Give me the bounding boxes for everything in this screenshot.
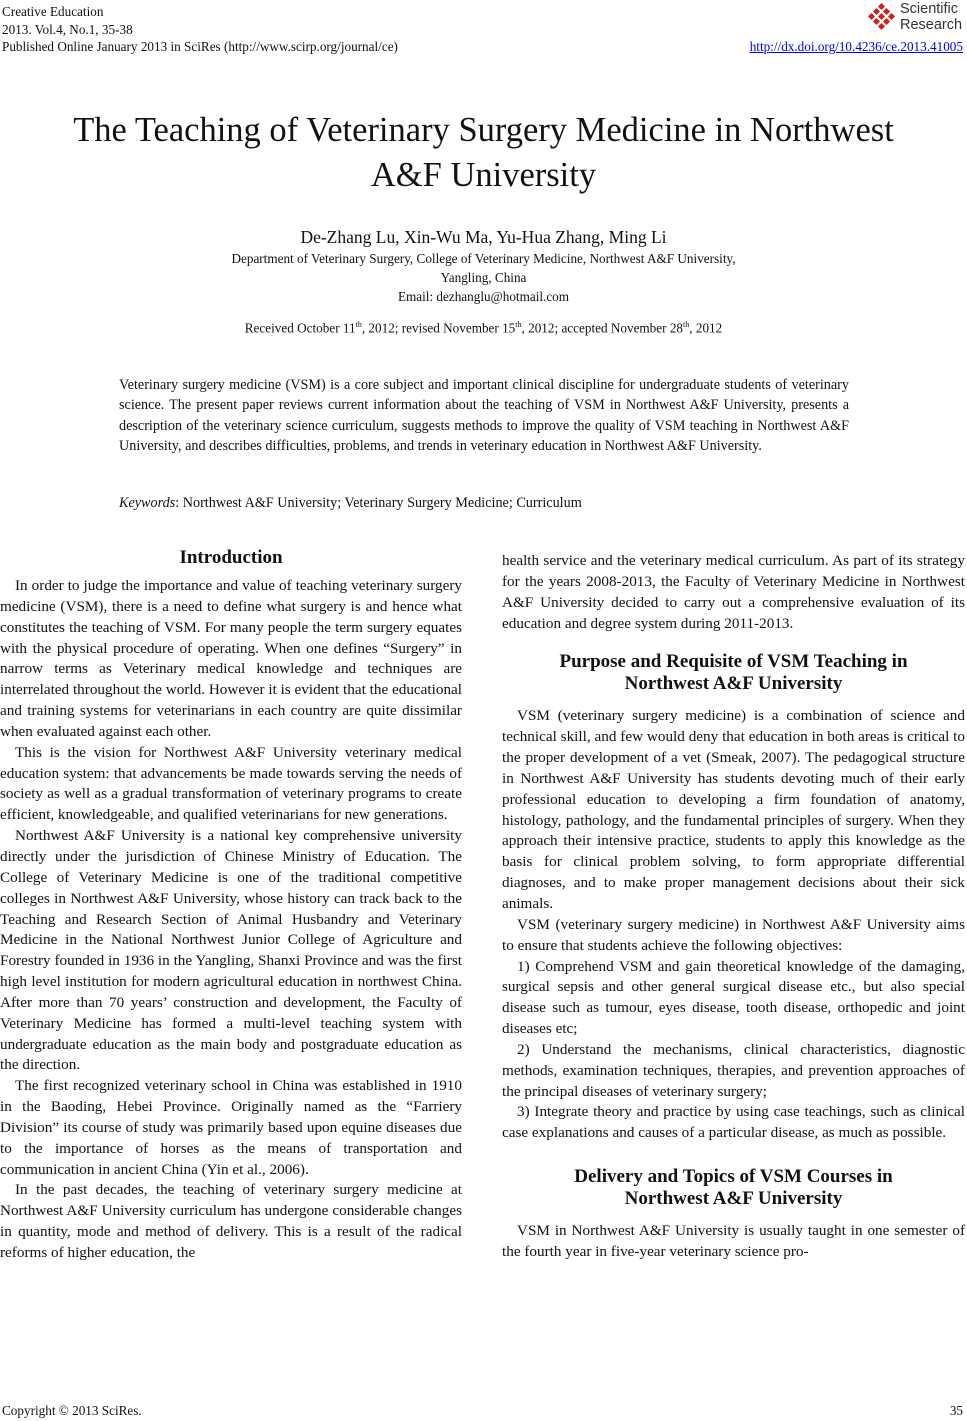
keywords (119, 495, 582, 512)
keywords-label: Keywords (119, 495, 176, 511)
journal-name: Creative Education (2, 4, 104, 19)
received-dates: Received October 11th, 2012; revised November 15th, 2012; accepted November 28th, 2012 (244, 320, 723, 336)
right-column (502, 551, 965, 1263)
logo-line-1: Scientific (900, 1, 959, 17)
logo-line-2: Research (900, 17, 963, 33)
title-line-2: A&F University (370, 156, 597, 194)
publication-info: Published Online January 2013 in SciRes (http://www.scirp.org/journal/ce) (2, 39, 398, 54)
page-number: 35 (949, 1403, 963, 1418)
section-heading-delivery: Delivery and Topics of VSM Courses in Northwest A&F University (574, 1166, 893, 1210)
paragraph: The first recognized veterinary school in China was established in 1910 in the Baoding, Hebei Province. Originally named as the “Farriery Division” its course of study was primarily based upon equine diseases due to the importance of horses as the means of transportation and communication in ancient China (Yin et al., 2006). (0, 1077, 462, 1178)
paragraph: This is the vision for Northwest A&F University veterinary medical education system: that advancements be made towards serving the needs of society as well as a gradual transformation of veterinary programs to create efficient, knowledgeable, and qualified veterinarians for new generations. (0, 743, 462, 824)
logo-text (900, 1, 962, 33)
affiliation (0, 249, 967, 306)
objective-1: 1) Comprehend VSM and gain theoretical knowledge of the damaging, surgical sepsis and other general surgical disease etc., but also special disease such as tumour, eyes disease, tooth disease, orthopedic and joint diseases etc; (502, 957, 965, 1038)
journal-header (2, 3, 398, 56)
objective-3: 3) Integrate theory and practice by using case teachings, such as clinical case explanations and causes of a particular disease, as much as possible. (502, 1103, 965, 1142)
paragraph: In the past decades, the teaching of veterinary surgery medicine at Northwest A&F University curriculum has undergone considerable changes in quantity, mode and method of delivery. This is a result of the radical reforms of higher education, the (0, 1181, 462, 1261)
author-email: Email: dezhanglu@hotmail.com (397, 289, 570, 304)
paragraph: Northwest A&F University is a national key comprehensive university directly under the jurisdiction of Chinese Ministry of Education. The College of Veterinary Medicine is one of the traditional competitive colleges in Northwest A&F University, whose history can track back to the Teaching and Research Section of Animal Husbandry and Veterinary Medicine in the National Northwest Junior College of Agriculture and Forestry founded in 1936 in the Yangling, Shanxi Province and was the first high level institution for modern agricultural education in northwest China. After more than 70 years’ construction and development, the Faculty of Veterinary Medicine has formed a multi-level teaching system with undergraduate education as the main body and postgraduate education as the direction. (0, 827, 462, 1074)
copyright: Copyright © 2013 SciRes. (2, 1403, 142, 1418)
section-heading-introduction: Introduction (179, 547, 283, 568)
publisher-logo (867, 0, 963, 40)
paragraph-continuation: health service and the veterinary medical curriculum. As part of its strategy for the years 2008-2013, the Faculty of Veterinary Medicine in Northwest A&F University decided to carry out a comprehensive evaluation of its education and degree system during 2011-2013. (502, 552, 965, 632)
paragraph: VSM (veterinary surgery medicine) in Northwest A&F University aims to ensure that students achieve the following objectives: (502, 915, 965, 954)
journal-volume: 2013. Vol.4, No.1, 35-38 (2, 21, 133, 37)
section-heading-purpose: Purpose and Requisite of VSM Teaching in Northwest A&F University (559, 651, 908, 695)
affiliation-line-1: Department of Veterinary Surgery, College of Veterinary Medicine, Northwest A&F University, (231, 251, 736, 266)
left-column (0, 576, 462, 1264)
paragraph: VSM (veterinary surgery medicine) is a combination of science and technical skill, and few would deny that education in both areas is critical to the proper development of a vet (Smeak, 2007). The pedagogical structure in Northwest A&F University has students devoting much of their early professional education to developing a firm foundation of anatomy, histology, pathology, and the fundamental principles of surgery. When they approach their intensive practice, students to apply this knowledge as the basis for clinical problem solving, to form appropriate differential diagnoses, and to make proper management decisions about their sick animals. (502, 707, 965, 912)
paragraph: In order to judge the importance and value of teaching veterinary surgery medicine (VSM), there is a need to define what surgery is and hence what constitutes the teaching of VSM. For many people the term surgery equates with the physical procedure of operating. When one defines “Surgery” in narrow terms as Veterinary medical knowledge and techniques are interrelated throughout the world. However it is evident that the educational and training systems for veterinarians in each country are quite dissimilar when evaluated against each other. (0, 577, 462, 740)
abstract: Veterinary surgery medicine (VSM) is a core subject and important clinical discipline for undergraduate students of veterinary science. The present paper reviews current information about the teaching of VSM in Northwest A&F University, presents a description of the veterinary science curriculum, suggests methods to improve the quality of VSM teaching in Northwest A&F University, and describes difficulties, problems, and trends in veterinary education in Northwest A&F University. (119, 377, 849, 454)
affiliation-line-2: Yangling, China (440, 270, 527, 285)
keywords-list: : Northwest A&F University; Veterinary Surgery Medicine; Curriculum (175, 495, 582, 511)
objective-2: 2) Understand the mechanisms, clinical characteristics, diagnostic methods, examination techniques, therapies, and prevention approaches of the principal diseases of veterinary surgery; (502, 1040, 965, 1100)
title-line-1: The Teaching of Veterinary Surgery Medicine in Northwest (73, 111, 894, 149)
doi-link[interactable]: http://dx.doi.org/10.4236/ce.2013.41005 (749, 39, 963, 54)
paper-title (0, 108, 967, 198)
paragraph: VSM in Northwest A&F University is usually taught in one semester of the fourth year in five-year veterinary science pro- (502, 1222, 965, 1260)
authors: De-Zhang Lu, Xin-Wu Ma, Yu-Hua Zhang, Ming Li (300, 227, 667, 247)
scientific-research-logo-icon (867, 2, 897, 32)
